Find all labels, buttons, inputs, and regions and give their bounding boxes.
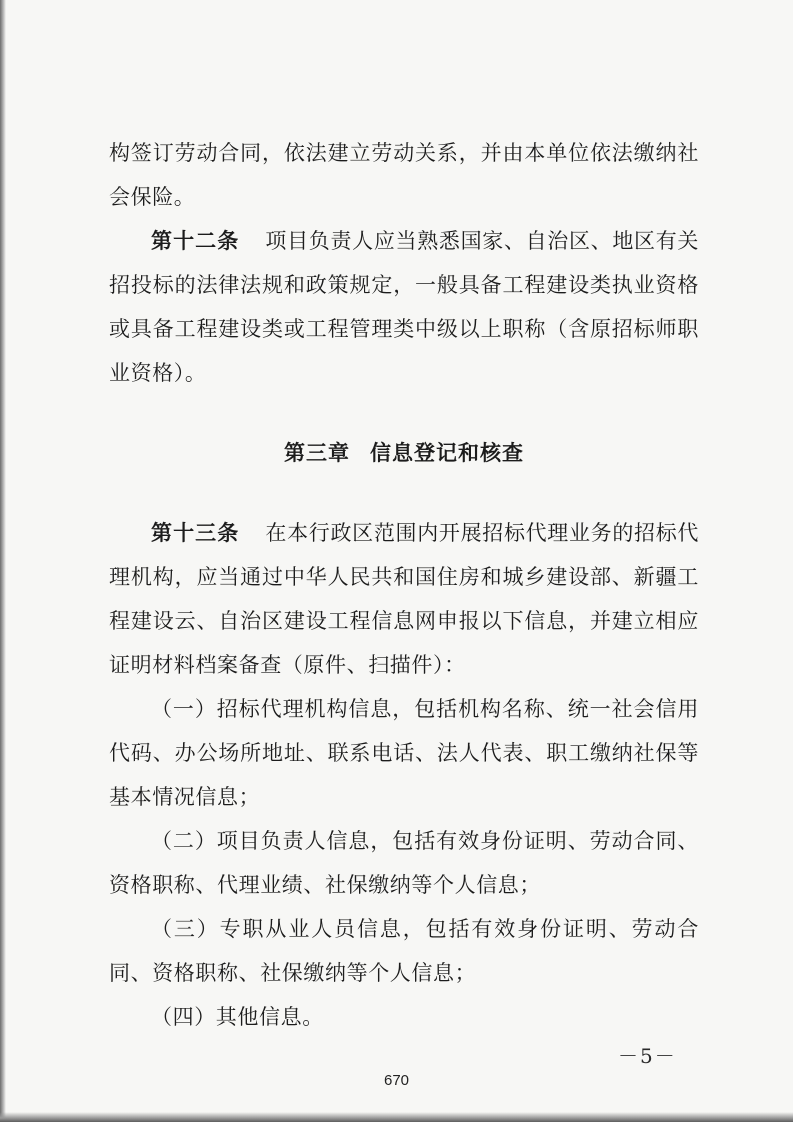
article-13-text: 在本行政区范围内开展招标代理业务的招标代理机构，应当通过中华人民共和国住房和城乡建设部、新疆工程建设云、自治区建设工程信息网申报以下信息，并建立相应证明材料档案备查（原件、扫描件）：: [109, 521, 700, 677]
chapter-title: 信息登记和核查: [370, 441, 524, 465]
chapter-number: 第三章: [284, 441, 350, 465]
list-item-1: （一）招标代理机构信息，包括机构名称、统一社会信用代码、办公场所地址、联系电话、法人代表、职工缴纳社保等基本情况信息；: [109, 697, 699, 809]
scan-shadow-bottom: [0, 1112, 793, 1122]
document-body: [109, 131, 699, 1039]
page-number: －5－: [618, 1044, 677, 1068]
paragraph-continuation: 构签订劳动合同，依法建立劳动关系，并由本单位依法缴纳社会保险。: [109, 141, 699, 209]
article-12-text: 项目负责人应当熟悉国家、自治区、地区有关招投标的法律法规和政策规定，一般具备工程建设类执业资格或具备工程建设类或工程管理类中级以上职称（含原招标师职业资格）。: [109, 229, 700, 385]
list-item-2: （二）项目负责人信息，包括有效身份证明、劳动合同、资格职称、代理业绩、社保缴纳等个人信息；: [109, 829, 699, 897]
chapter-heading: [109, 431, 699, 475]
article-12: [109, 219, 699, 395]
article-13-number: 第十三条: [151, 521, 240, 545]
list-item-4: （四）其他信息。: [151, 1005, 324, 1029]
article-12-number: 第十二条: [151, 229, 240, 253]
archive-number: 670: [383, 1072, 410, 1089]
article-13: [109, 511, 699, 687]
list-item-3: （三）专职从业人员信息，包括有效身份证明、劳动合同、资格职称、社保缴纳等个人信息；: [109, 917, 699, 985]
scan-shadow-left: [0, 0, 6, 1122]
